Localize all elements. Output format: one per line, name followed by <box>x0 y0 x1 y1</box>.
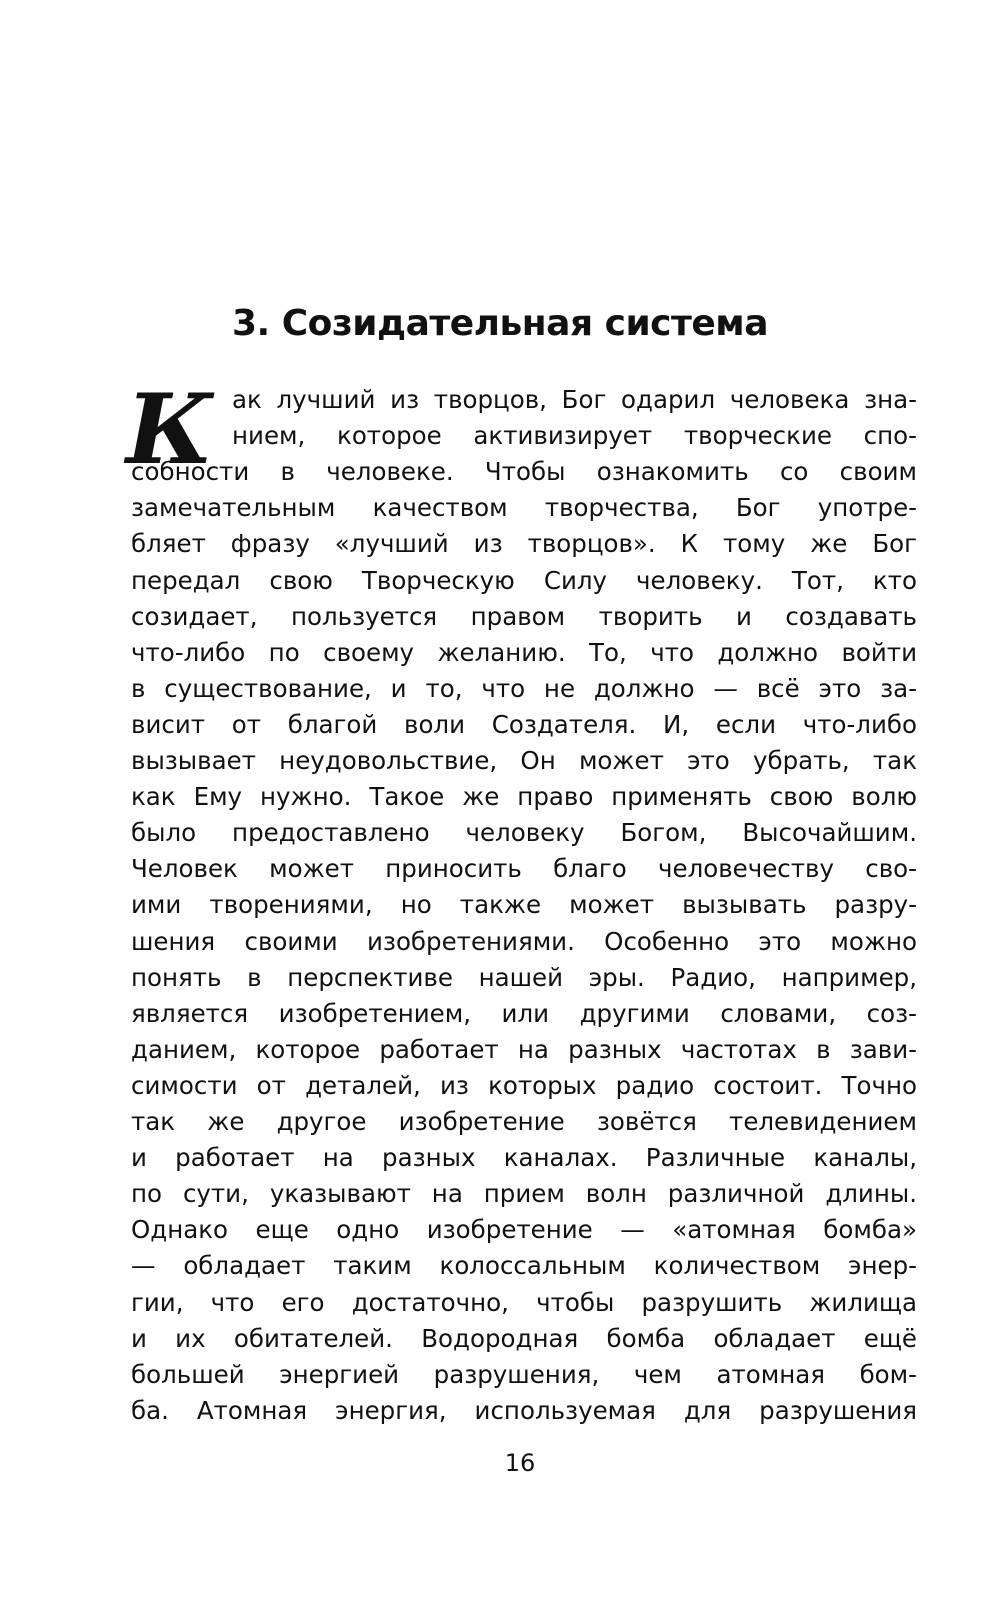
text-line: симости от деталей, из которых радио состоит. Точно <box>131 1071 917 1100</box>
text-line: замечательным качеством творчества, Бог употре- <box>131 493 917 522</box>
text-line: созидает, пользуется правом творить и создавать <box>131 602 917 631</box>
text-line: бляет фразу «лучший из творцов». К тому же Бог <box>131 529 917 558</box>
text-line: нием, которое активизирует творческие спо- <box>232 421 917 450</box>
text-line: собности в человеке. Чтобы ознакомить со своим <box>131 457 917 486</box>
text-line: по сути, указывают на прием волн различной длины. <box>131 1179 917 1208</box>
text-line: Однако еще одно изобретение — «атомная бомба» <box>131 1215 917 1244</box>
text-line: передал свою Творческую Силу человеку. Тот, кто <box>131 566 917 595</box>
text-line: так же другое изобретение зовётся телевидением <box>131 1107 917 1136</box>
page-number: 16 <box>504 1449 536 1477</box>
drop-cap-letter: К <box>126 373 214 486</box>
text-line: в существование, и то, что не должно — всё это за- <box>131 674 917 703</box>
text-line: вызывает неудовольствие, Он может это убрать, так <box>131 746 917 775</box>
text-line: висит от благой воли Создателя. И, если что-либо <box>131 710 917 739</box>
text-line: ба. Атомная энергия, используемая для разрушения <box>131 1396 917 1425</box>
text-line: было предоставлено человеку Богом, Высочайшим. <box>131 818 917 847</box>
chapter-title: 3. Созидательная система <box>231 303 769 344</box>
text-line: гии, что его достаточно, чтобы разрушить жилища <box>131 1288 917 1317</box>
text-line: шения своими изобретениями. Особенно это можно <box>131 927 917 956</box>
text-line: — обладает таким колоссальным количеством энер- <box>131 1251 917 1280</box>
text-line: Человек может приносить благо человечеству сво- <box>131 854 917 883</box>
text-line: ак лучший из творцов, Бог одарил человека зна- <box>232 385 917 414</box>
text-line: и их обитателей. Водородная бомба обладает ещё <box>131 1324 917 1353</box>
text-line: и работает на разных каналах. Различные каналы, <box>131 1143 917 1172</box>
text-line: является изобретением, или другими словами, соз- <box>131 999 917 1028</box>
text-line: понять в перспективе нашей эры. Радио, например, <box>131 963 917 992</box>
text-line: данием, которое работает на разных частотах в зави- <box>131 1035 917 1064</box>
text-line: ими творениями, но также может вызывать разру- <box>131 890 917 919</box>
text-line: как Ему нужно. Такое же право применять свою волю <box>131 782 917 811</box>
text-line: что-либо по своему желанию. То, что должно войти <box>131 638 917 667</box>
text-line: большей энергией разрушения, чем атомная бом- <box>131 1360 917 1389</box>
